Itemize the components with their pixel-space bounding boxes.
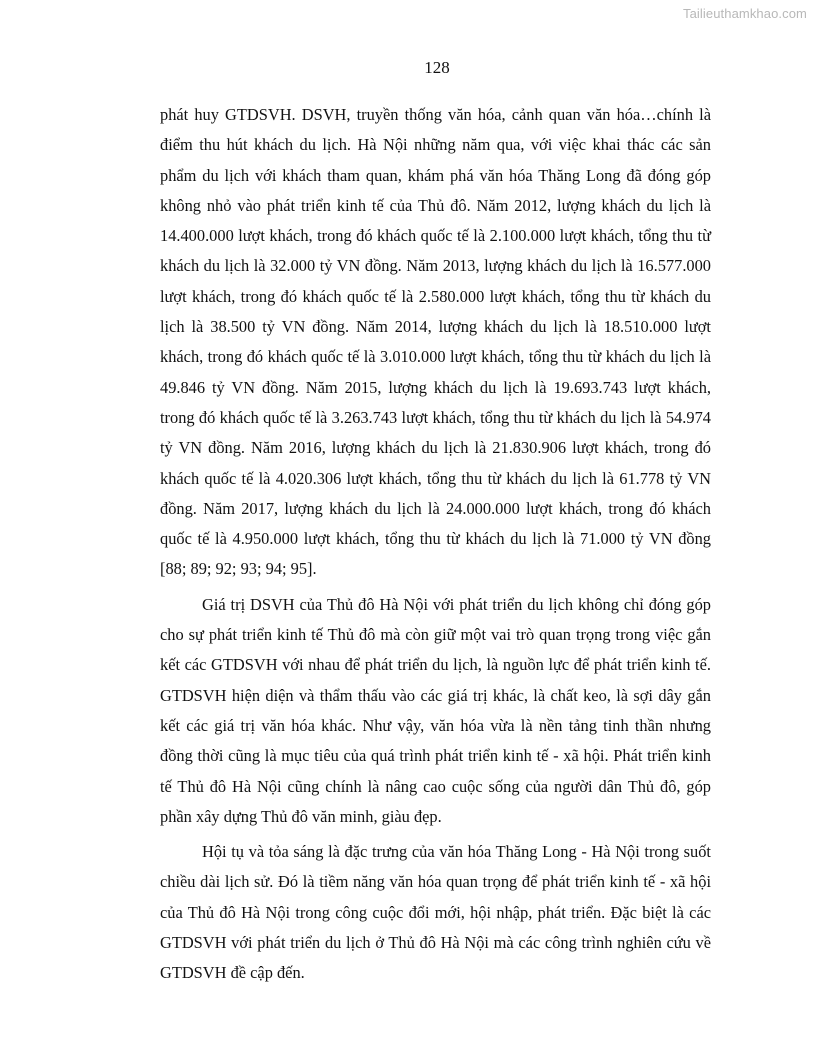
page-number: 128	[424, 58, 450, 77]
paragraph-heritage-value: Giá trị DSVH của Thủ đô Hà Nội với phát triển du lịch không chỉ đóng góp cho sự phát triển kinh tế Thủ đô mà còn giữ một vai trò quan trọng trong việc gắn kết các GTDSVH với nhau để phát triển du lịch, là nguồn lực để phát triển kinh tế. GTDSVH hiện diện và thẩm thấu vào các giá trị khác, là chất keo, là sợi dây gắn kết các giá trị văn hóa khác. Như vậy, văn hóa vừa là nền tảng tinh thần nhưng đồng thời cũng là mục tiêu của quá trình phát triển kinh tế - xã hội. Phát triển kinh tế Thủ đô Hà Nội cũng chính là nâng cao cuộc sống của người dân Thủ đô, góp phần xây dựng Thủ đô văn minh, giàu đẹp.	[160, 594, 711, 826]
watermark: Tailieuthamkhao.com	[682, 6, 807, 21]
paragraph-thang-long-culture: Hội tụ và tỏa sáng là đặc trưng của văn hóa Thăng Long - Hà Nội trong suốt chiều dài lịch sử. Đó là tiềm năng văn hóa quan trọng để phát triển kinh tế - xã hội của Thủ đô Hà Nội trong công cuộc đổi mới, hội nhập, phát triển. Đặc biệt là các GTDSVH với phát triển du lịch ở Thủ đô Hà Nội mà các công trình nghiên cứu về GTDSVH đề cập đến.	[160, 842, 711, 983]
paragraph-tourism-statistics: phát huy GTDSVH. DSVH, truyền thống văn hóa, cảnh quan văn hóa…chính là điểm thu hút khách du lịch. Hà Nội những năm qua, với việc khai thác các sản phẩm du lịch với khách tham quan, khám phá văn hóa Thăng Long đã đóng góp không nhỏ vào phát triển kinh tế của Thủ đô. Năm 2012, lượng khách du lịch là 14.400.000 lượt khách, trong đó khách quốc tế là 2.100.000 lượt khách, tổng thu từ khách du lịch là 32.000 tỷ VN đồng. Năm 2013, lượng khách du lịch là 16.577.000 lượt khách, trong đó khách quốc tế là 2.580.000 lượt khách, tổng thu từ khách du lịch là 38.500 tỷ VN đồng. Năm 2014, lượng khách du lịch là 18.510.000 lượt khách, trong đó khách quốc tế là 3.010.000 lượt khách, tổng thu từ khách du lịch là 49.846 tỷ VN đồng. Năm 2015, lượng khách du lịch là 19.693.743 lượt khách, trong đó khách quốc tế là 3.263.743 lượt khách, tổng thu từ khách du lịch là 54.974 tỷ VN đồng. Năm 2016, lượng khách du lịch là 21.830.906 lượt khách, trong đó khách quốc tế là 4.020.306 lượt khách, tổng thu từ khách du lịch là 61.778 tỷ VN đồng. Năm 2017, lượng khách du lịch là 24.000.000 lượt khách, trong đó khách quốc tế là 4.950.000 lượt khách, tổng thu từ khách du lịch là 71.000 tỷ VN đồng [88; 89; 92; 93; 94; 95].	[160, 105, 711, 579]
body-text	[160, 100, 711, 989]
